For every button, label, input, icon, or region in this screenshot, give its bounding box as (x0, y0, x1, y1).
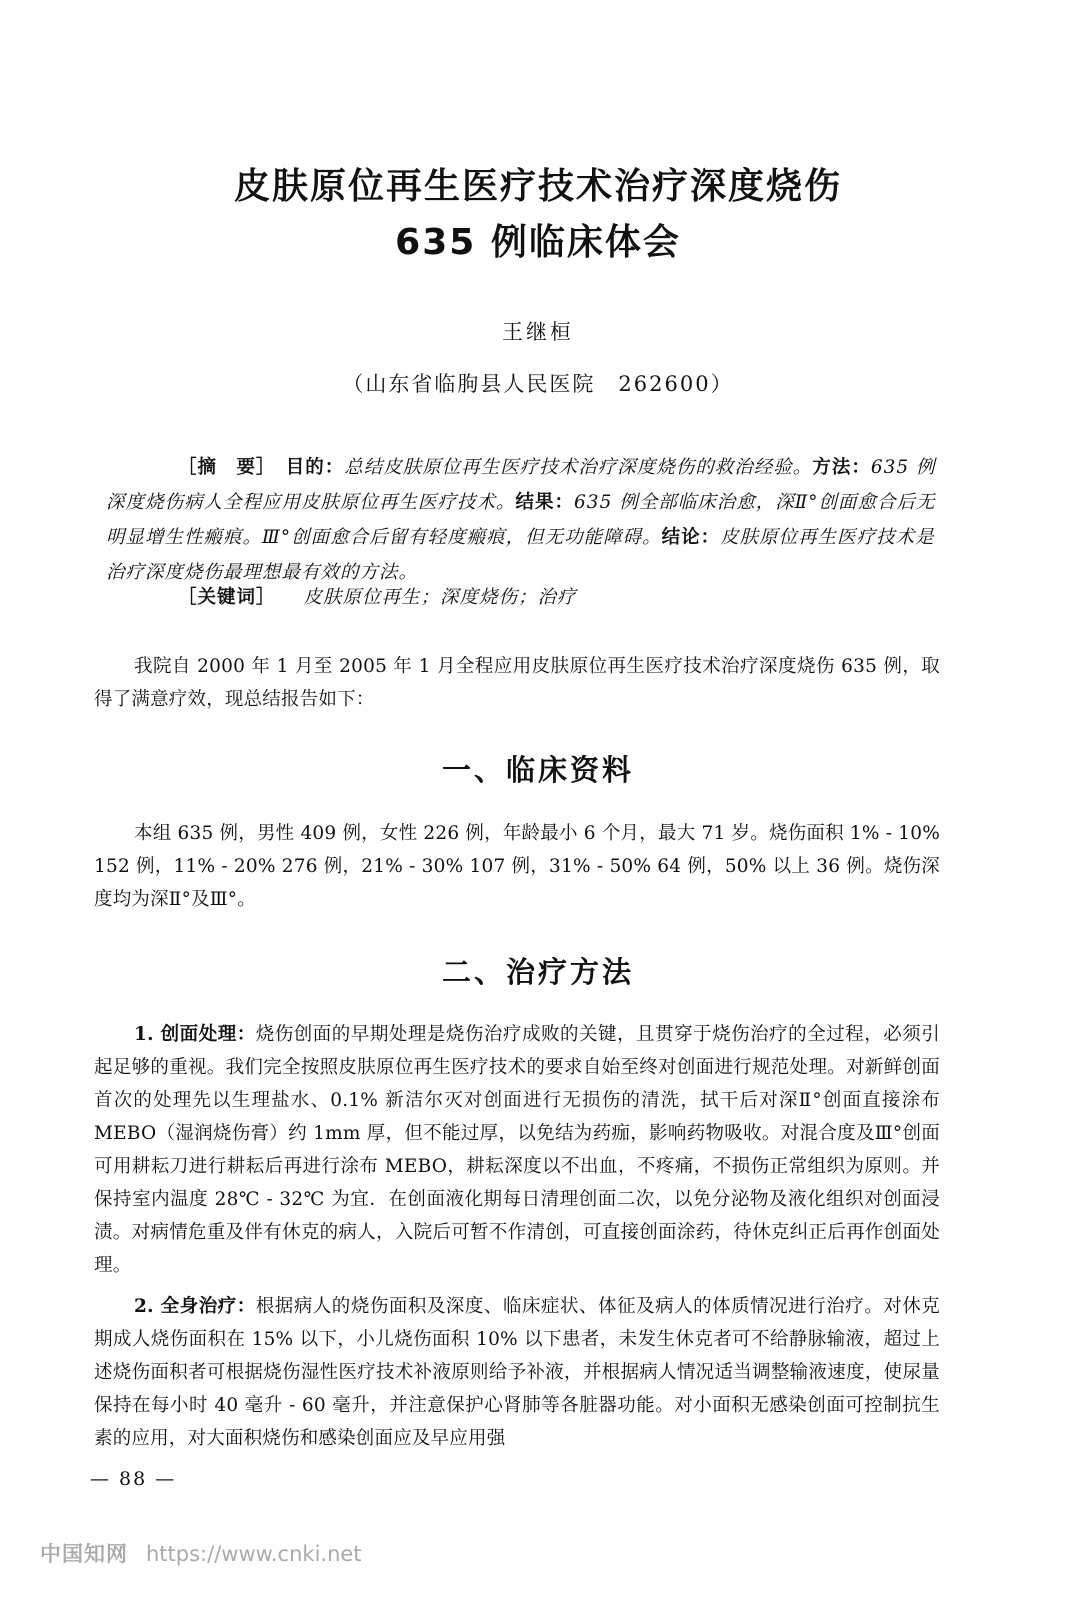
author: 王继桓 (502, 320, 574, 344)
page-number: — 88 — (90, 1468, 177, 1490)
abstract-method: 635 例深度烧伤病人全程应用皮肤原位再生医疗技术。 (106, 457, 936, 513)
intro-paragraph: 我院自 2000 年 1 月至 2005 年 1 月全程应用皮肤原位再生医疗技术治疗深度烧伤 635 例，取得了满意疗效，现总结报告如下： (94, 656, 940, 710)
item2-text: 根据病人的烧伤面积及深度、临床症状、体征及病人的体质情况进行治疗。对休克期成人烧伤面积在 15% 以下，小儿烧伤面积 10% 以下患者，未发生休克者可不给静脉输液，超过上述烧伤面积者可根据烧伤湿性医疗技术补液原则给予补液，并根据病人情况适当调整输液速度，使尿量保持在每小时 40 毫升 - 60 毫升，并注意保护心肾肺等各脏器功能。对小面积无感染创面可控制抗生素的应用，对大面积烧伤和感染创面应及早应用强 (94, 1296, 940, 1449)
keywords (178, 583, 577, 609)
paper-title-line2: 635 例临床体会 (395, 222, 681, 263)
abstract (106, 450, 941, 590)
cnki-url[interactable]: https://www.cnki.net (146, 1542, 362, 1566)
abstract-purpose: 总结皮肤原位再生医疗技术治疗深度烧伤的救治经验。 (344, 457, 813, 478)
watermark-footer (40, 1538, 362, 1568)
keywords-text: 皮肤原位再生；深度烧伤；治疗 (303, 587, 577, 608)
abstract-conclusion-label: 结论： (661, 527, 721, 548)
abstract-conclusion: 皮肤原位再生医疗技术是治疗深度烧伤最理想最有效的方法。 (106, 527, 935, 583)
section2-heading: 二、治疗方法 (441, 955, 634, 989)
section1-paragraph: 本组 635 例，男性 409 例，女性 226 例，年龄最小 6 个月，最大 71 岁。烧伤面积 1% - 10% 152 例，11% - 20% 276 例，21% - 30% 107 例，31% - 50% 64 例，50% 以上 36 例。烧伤深度均为深Ⅱ°及Ⅲ°。 (94, 823, 940, 910)
abstract-result: 635 例全部临床治愈，深Ⅱ°创面愈合后无明显增生性瘢痕。Ⅲ°创面愈合后留有轻度瘢痕，但无功能障碍。 (106, 492, 936, 548)
keywords-tag: ［关键词］ (178, 587, 276, 608)
cnki-logo: 中国知网 (40, 1542, 128, 1566)
abstract-purpose-label: 目的： (285, 457, 345, 478)
wound-treatment-paragraph (94, 1018, 940, 1282)
abstract-tag: ［摘 要］ (178, 457, 267, 478)
item1-text: 烧伤创面的早期处理是烧伤治疗成败的关键，且贯穿于烧伤治疗的全过程，必须引起足够的重视。我们完全按照皮肤原位再生医疗技术的要求自始至终对创面进行规范处理。对新鲜创面首次的处理先以生理盐水、0.1% 新洁尔灭对创面进行无损伤的清洗，拭干后对深Ⅱ°创面直接涂布 MEBO（湿润烧伤膏）约 1mm 厚，但不能过厚，以免结为药痂，影响药物吸收。对混合度及Ⅲ°创面可用耕耘刀进行耕耘后再进行涂布 MEBO，耕耘深度以不出血，不疼痛，不损伤正常组织为原则。并保持室内温度 28℃ - 32℃ 为宜．在创面液化期每日清理创面二次，以免分泌物及液化组织对创面浸渍。对病情危重及伴有休克的病人，入院后可暂不作清创，可直接创面涂药，待休克纠正后再作创面处理。 (94, 1024, 940, 1276)
affiliation: （山东省临朐县人民医院 262600） (342, 372, 734, 396)
item1-label: 1. 创面处理： (134, 1024, 256, 1045)
item2-label: 2. 全身治疗： (134, 1296, 256, 1317)
systemic-treatment-paragraph (94, 1290, 940, 1455)
section1-heading: 一、临床资料 (441, 753, 634, 787)
paper-title-line1: 皮肤原位再生医疗技术治疗深度烧伤 (233, 166, 842, 207)
abstract-result-label: 结果： (515, 492, 575, 513)
abstract-method-label: 方法： (812, 457, 871, 478)
